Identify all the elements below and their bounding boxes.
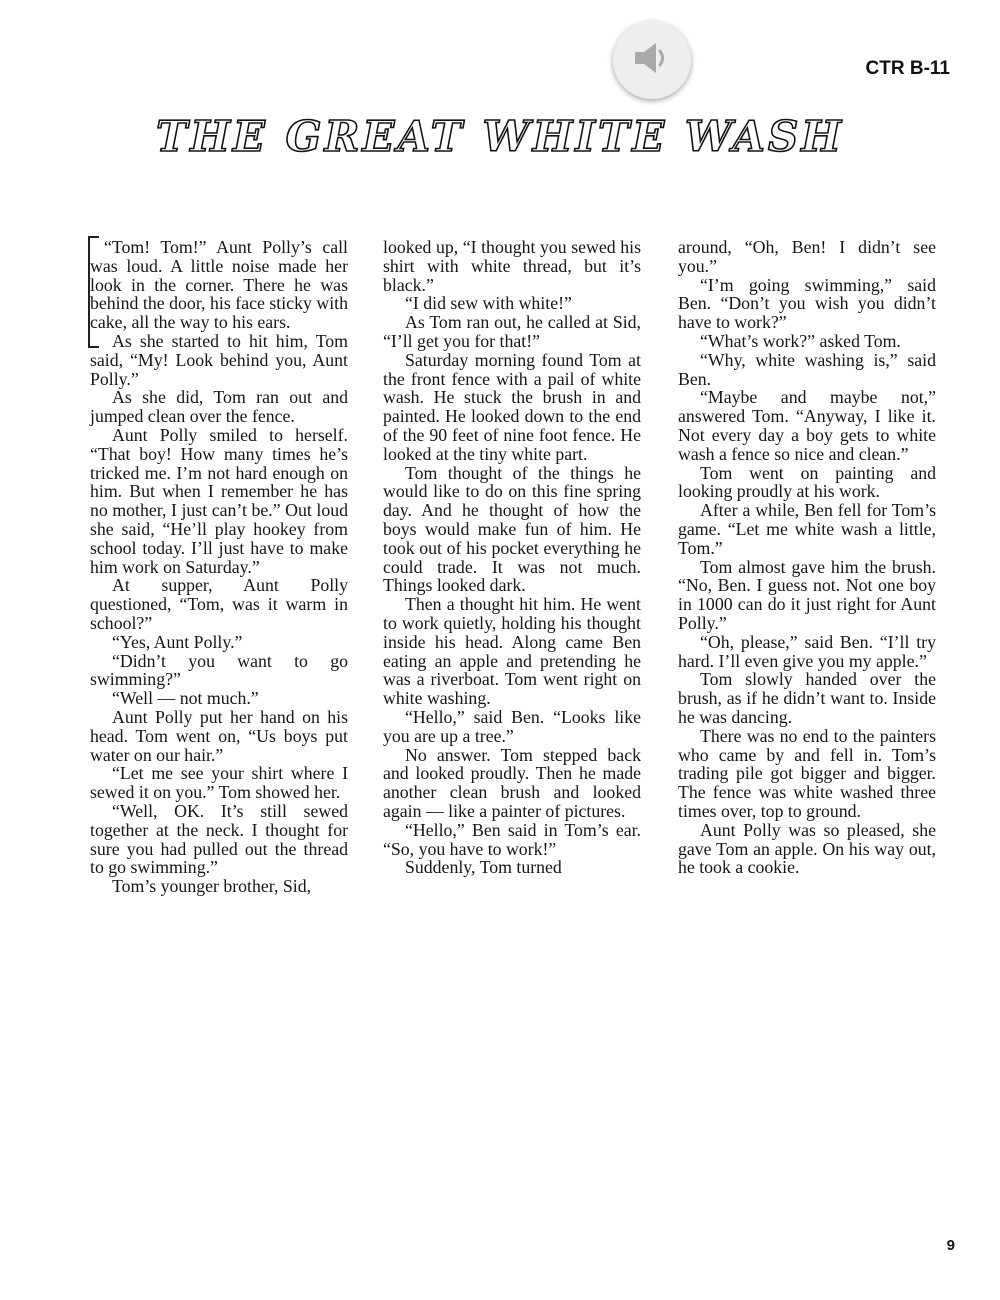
paragraph: “Oh, please,” said Ben. “I’ll try hard. I’ll even give you my apple.” xyxy=(678,631,936,671)
paragraph: “I’m going swimming,” said Ben. “Don’t you wish you didn’t have to work?” xyxy=(678,274,936,333)
paragraph: Aunt Polly smiled to herself. “That boy! How many times he’s tricked me. I’m not hard enough on him. But when I remember he has no mother, I just can’t be.” Out loud she said, “He’ll play hookey from school today. I’ll just have to make him work on Saturday.” xyxy=(90,424,348,577)
paragraph: “Yes, Aunt Polly.” xyxy=(112,631,243,652)
story-title: THE GREAT WHITE WASH xyxy=(156,112,844,161)
paragraph: Tom almost gave him the brush. “No, Ben. I guess not. Not one boy in 1000 can do it just right for Aunt Polly.” xyxy=(678,556,936,633)
paragraph: Suddenly, Tom turned xyxy=(405,857,562,878)
paragraph: Tom went on painting and looking proudly at his work. xyxy=(678,462,936,502)
paragraph: Aunt Polly put her hand on his head. Tom went on, “Us boys put water on our hair.” xyxy=(90,706,348,765)
paragraph: “Hello,” said Ben. “Looks like you are up a tree.” xyxy=(383,706,641,746)
paragraph: “Didn’t you want to go swimming?” xyxy=(90,650,348,690)
paragraph: “Tom! Tom!” Aunt Polly’s call was loud. A little noise made her look in the corner. There he was behind the door, his face sticky with cake, all the way to his ears. xyxy=(90,237,348,333)
paragraph: As she did, Tom ran out and jumped clean over the fence. xyxy=(90,387,348,427)
paragraph: “Why, white washing is,” said Ben. xyxy=(678,349,936,389)
paragraph: “Well, OK. It’s still sewed together at the neck. I thought for sure you had pulled out the thread to go swimming.” xyxy=(90,800,348,878)
paragraph: “Let me see your shirt where I sewed it on you.” Tom showed her. xyxy=(90,763,348,803)
paragraph: Tom slowly handed over the brush, as if he didn’t want to. Inside he was dancing. xyxy=(678,669,936,727)
audio-play-button[interactable] xyxy=(613,21,691,99)
speaker-icon xyxy=(632,40,672,81)
page-number: 9 xyxy=(946,1237,955,1254)
paragraph: There was no end to the painters who came by and fell in. Tom’s trading pile got bigger and bigger. The fence was white washed three times over, top to ground. xyxy=(678,725,936,821)
paragraph: “What’s work?” asked Tom. xyxy=(700,330,901,351)
paragraph: “Hello,” Ben said in Tom’s ear. “So, you have to work!” xyxy=(383,819,641,859)
paragraph: Then a thought hit him. He went to work quietly, holding his thought inside his head. Along came Ben eating an apple and pretending he was a riverboat. Tom went right on white washing. xyxy=(383,594,641,709)
text-column-3 xyxy=(678,238,936,877)
paragraph: As Tom ran out, he called at Sid, “I’ll get you for that!” xyxy=(383,312,641,351)
paragraph: No answer. Tom stepped back and looked proudly. Then he made another clean brush and looked again — like a painter of pictures. xyxy=(383,744,641,821)
paragraph: looked up, “I thought you sewed his shirt with white thread, but it’s black.” xyxy=(383,237,641,295)
paragraph: Tom thought of the things he would like to do on this fine spring day. And he thought of how the boys would make fun of him. He took out of his pocket everything he could trade. It was not much. Things looked dark. xyxy=(383,462,641,596)
paragraph: Aunt Polly was so pleased, she gave Tom an apple. On his way out, he took a cookie. xyxy=(678,819,936,878)
paragraph: At supper, Aunt Polly questioned, “Tom, was it warm in school?” xyxy=(90,575,348,633)
paragraph: After a while, Ben fell for Tom’s game. “Let me white wash a little, Tom.” xyxy=(678,500,936,558)
paragraph: As she started to hit him, Tom said, “My! Look behind you, Aunt Polly.” xyxy=(90,330,348,389)
document-code: CTR B-11 xyxy=(865,58,950,79)
paragraph: around, “Oh, Ben! I didn’t see you.” xyxy=(678,237,936,276)
paragraph: Tom’s younger brother, Sid, xyxy=(112,876,312,897)
paragraph: Saturday morning found Tom at the front fence with a pail of white wash. He stuck the brush in and painted. He looked down to the end of the 90 feet of nine foot fence. He looked at the tiny white part. xyxy=(383,349,641,464)
text-column-2 xyxy=(383,238,641,877)
paragraph: “I did sew with white!” xyxy=(405,293,572,314)
paragraph: “Maybe and maybe not,” answered Tom. “Anyway, I like it. Not every day a boy gets to white wash a fence so nice and clean.” xyxy=(678,387,936,464)
paragraph: “Well — not much.” xyxy=(112,688,259,709)
text-column-1 xyxy=(90,238,348,896)
